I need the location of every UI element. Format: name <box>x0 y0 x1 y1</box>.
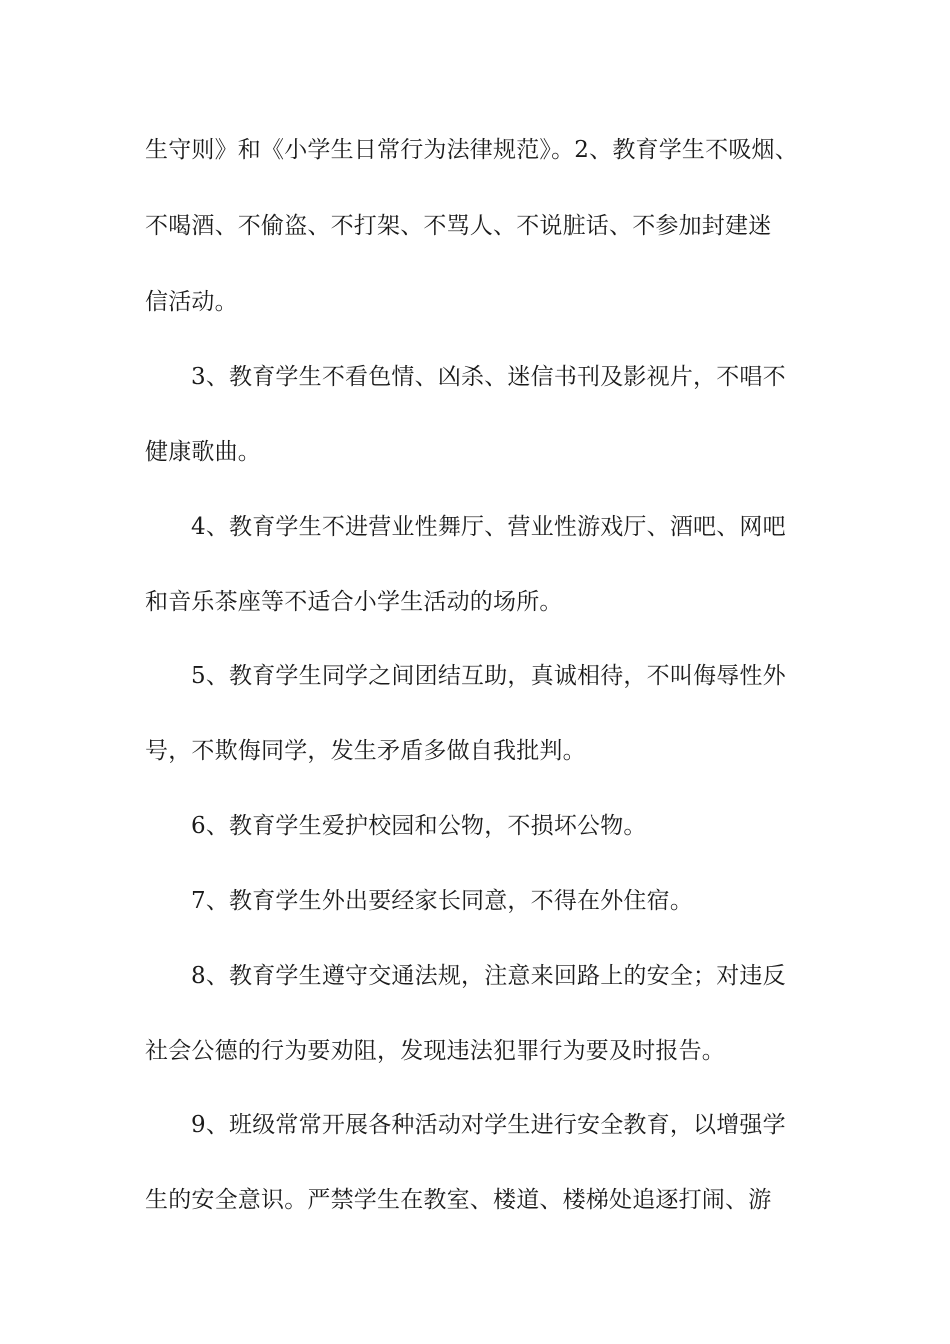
paragraph-8-line-1: 8、教育学生遵守交通法规，注意来回路上的安全；对违反 <box>191 963 786 989</box>
paragraph-7-line-1: 7、教育学生外出要经家长同意，不得在外住宿。 <box>191 888 694 914</box>
text-line: 和音乐茶座等不适合小学生活动的场所。 <box>145 589 563 615</box>
text-line: 信活动。 <box>145 289 238 315</box>
text-line: 健康歌曲。 <box>145 439 261 465</box>
text-line: 不喝酒、不偷盗、不打架、不骂人、不说脏话、不参加封建迷 <box>145 213 772 239</box>
text-line: 社会公德的行为要劝阻，发现违法犯罪行为要及时报告。 <box>145 1038 725 1064</box>
paragraph-3-line-1: 3、教育学生不看色情、凶杀、迷信书刊及影视片，不唱不 <box>191 364 786 390</box>
text-line: 生守则》和《小学生日常行为法律规范》。2、教育学生不吸烟、 <box>145 137 798 163</box>
paragraph-5-line-1: 5、教育学生同学之间团结互助，真诚相待，不叫侮辱性外 <box>191 663 786 689</box>
text-line: 号，不欺侮同学，发生矛盾多做自我批判。 <box>145 738 586 764</box>
paragraph-6-line-1: 6、教育学生爱护校园和公物，不损坏公物。 <box>191 813 647 839</box>
paragraph-9-line-1: 9、班级常常开展各种活动对学生进行安全教育，以增强学 <box>191 1112 786 1138</box>
paragraph-4-line-1: 4、教育学生不进营业性舞厅、营业性游戏厅、酒吧、网吧 <box>191 514 786 540</box>
text-line: 生的安全意识。严禁学生在教室、楼道、楼梯处追逐打闹、游 <box>145 1187 772 1213</box>
